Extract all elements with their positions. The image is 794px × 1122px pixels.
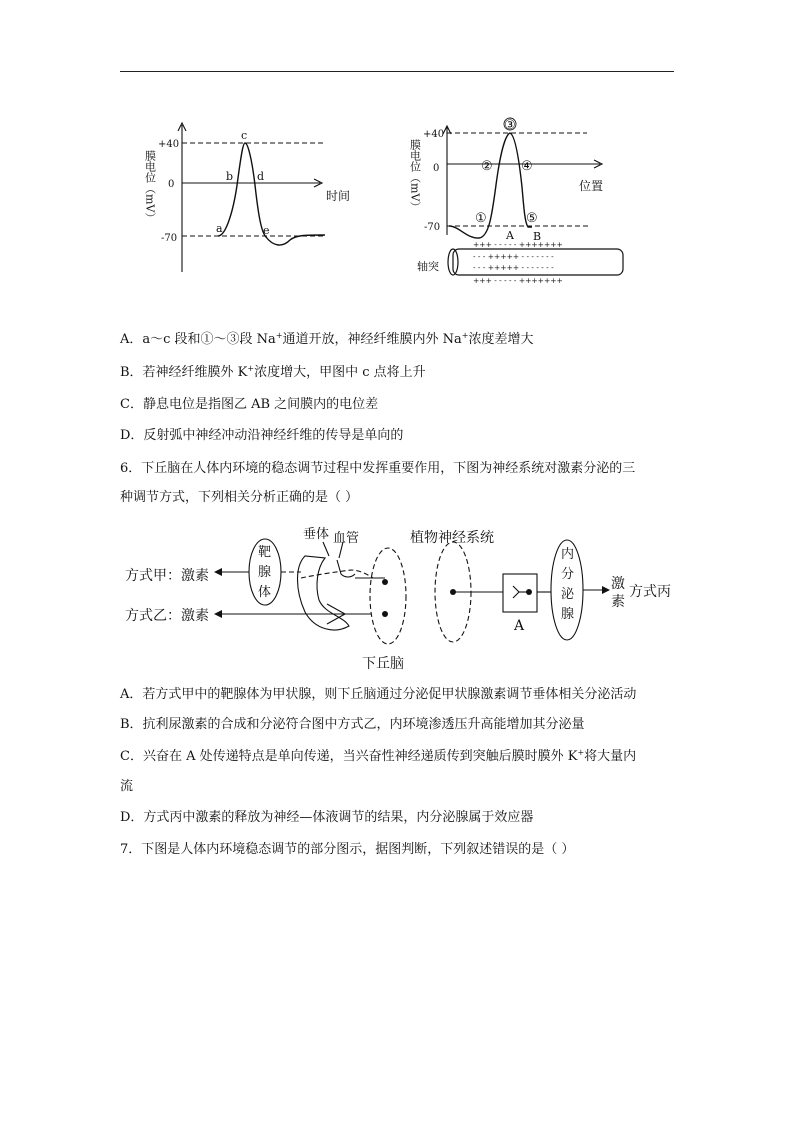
tick-minus70: -70 <box>161 233 178 244</box>
hormone-char-2: 素 <box>611 594 625 610</box>
axon-label: 轴突 <box>417 260 439 273</box>
synapse-box-A <box>503 574 537 612</box>
pituitary-pointer <box>323 542 329 556</box>
q6-option-c: C．兴奋在 A 处传递特点是单向传递，当兴奋性神经递质传到突触后膜时膜外 K+将大量内 <box>120 748 637 764</box>
q6-option-a: A．若方式甲中的靶腺体为甲状腺，则下丘脑通过分泌促甲状腺激素调节垂体相关分泌活动 <box>120 687 637 702</box>
graph-yi <box>395 115 645 295</box>
charge-outer-top: +++ - - - - - +++++++ <box>473 240 563 249</box>
x-axis-label: 时间 <box>326 189 351 203</box>
q6-stem-line1: 6．下丘脑在人体内环境的稳态调节过程中发挥重要作用，下图为神经系统对激素分泌的三 <box>120 461 636 476</box>
dot-hypo-2 <box>382 611 388 617</box>
tick-plus40: +40 <box>158 139 180 150</box>
target-gland-char-2: 腺 <box>258 565 272 580</box>
point-B: B <box>533 230 542 243</box>
synapse-A-label: A <box>514 618 525 634</box>
y-axis-label: 膜电位（mV） <box>408 139 422 213</box>
point-c: c <box>241 129 248 142</box>
endocrine-char-4: 腺 <box>561 607 575 622</box>
circle-label-4: ④ <box>521 159 533 174</box>
point-d: d <box>257 170 265 183</box>
dot-synapse <box>526 589 532 595</box>
hypothalamus-label: 下丘脑 <box>362 656 404 672</box>
dot-hypo-1 <box>382 579 388 585</box>
circle-label-3: ③ <box>504 118 516 133</box>
potential-curve <box>449 133 532 238</box>
point-e: e <box>263 224 270 237</box>
target-gland-char-1: 靶 <box>258 545 272 560</box>
tick-minus70: -70 <box>424 222 441 233</box>
mode-jia-label: 方式甲：激素 <box>125 568 209 584</box>
mode-bing-label: 方式丙 <box>629 584 671 600</box>
fork-upper <box>327 604 345 614</box>
q5-option-c: C．静息电位是指图乙 AB 之间膜内的电位差 <box>120 397 379 412</box>
point-b: b <box>226 170 234 183</box>
endocrine-char-1: 内 <box>561 547 575 562</box>
tick-plus40: +40 <box>423 129 445 140</box>
circle-label-2: ② <box>481 159 493 174</box>
blood-vessel-line <box>337 560 355 577</box>
q6-option-d: D．方式丙中激素的释放为神经—体液调节的结果，内分泌腺属于效应器 <box>120 810 534 825</box>
hypothalamus-outline <box>370 548 406 644</box>
circle-label-5: ⑤ <box>526 211 538 226</box>
x-axis-label: 位置 <box>579 179 604 193</box>
endocrine-char-2: 分 <box>561 567 575 582</box>
mode-yi-label: 方式乙：激素 <box>125 608 209 624</box>
hormone-char-1: 激 <box>611 576 625 592</box>
pituitary-outline <box>298 556 350 630</box>
target-gland-char-3: 体 <box>258 585 272 600</box>
q6-option-b: B．抗利尿激素的合成和分泌符合图中方式乙，内环境渗透压升高能增加其分泌量 <box>120 717 585 732</box>
pituitary-label: 垂体 <box>303 527 330 542</box>
q7-stem: 7．下图是人体内环境稳态调节的部分图示，据图判断，下列叙述错误的是（ ） <box>120 842 575 857</box>
charge-inner-top: - - - +++++ - - - - - - - <box>473 252 554 261</box>
charge-outer-bottom: +++ - - - - - +++++++ <box>473 276 563 285</box>
charge-inner-bottom: - - - +++++ - - - - - - - <box>473 263 554 272</box>
y-axis-label: 膜电位（mV） <box>143 150 157 224</box>
graph-jia <box>130 120 370 280</box>
portal-vessel <box>301 570 373 578</box>
endocrine-char-3: 泌 <box>561 587 575 602</box>
point-A: A <box>506 229 514 242</box>
q6-option-c-line2: 流 <box>120 779 134 794</box>
circle-label-1: ① <box>475 211 487 226</box>
blood-vessel-label: 血管 <box>333 531 360 546</box>
autonomic-label: 植物神经系统 <box>410 530 494 546</box>
q5-option-b: B．若神经纤维膜外 K+浓度增大，甲图中 c 点将上升 <box>120 364 426 380</box>
dot-autonomic <box>450 589 456 595</box>
action-potential-curve <box>218 143 325 245</box>
header-rule <box>120 71 674 72</box>
q6-stem-line2: 种调节方式，下列相关分析正确的是（ ） <box>120 490 359 505</box>
tick-zero: 0 <box>433 163 440 174</box>
tick-zero: 0 <box>168 179 175 190</box>
q5-option-a: A．a～c 段和①～③段 Na+通道开放，神经纤维膜内外 Na+浓度差增大 <box>120 331 534 347</box>
q5-option-d: D．反射弧中神经冲动沿神经纤维的传导是单向的 <box>120 428 404 443</box>
point-a: a <box>216 222 223 235</box>
synapse-symbol <box>513 586 519 598</box>
q6-diagram <box>115 520 695 680</box>
